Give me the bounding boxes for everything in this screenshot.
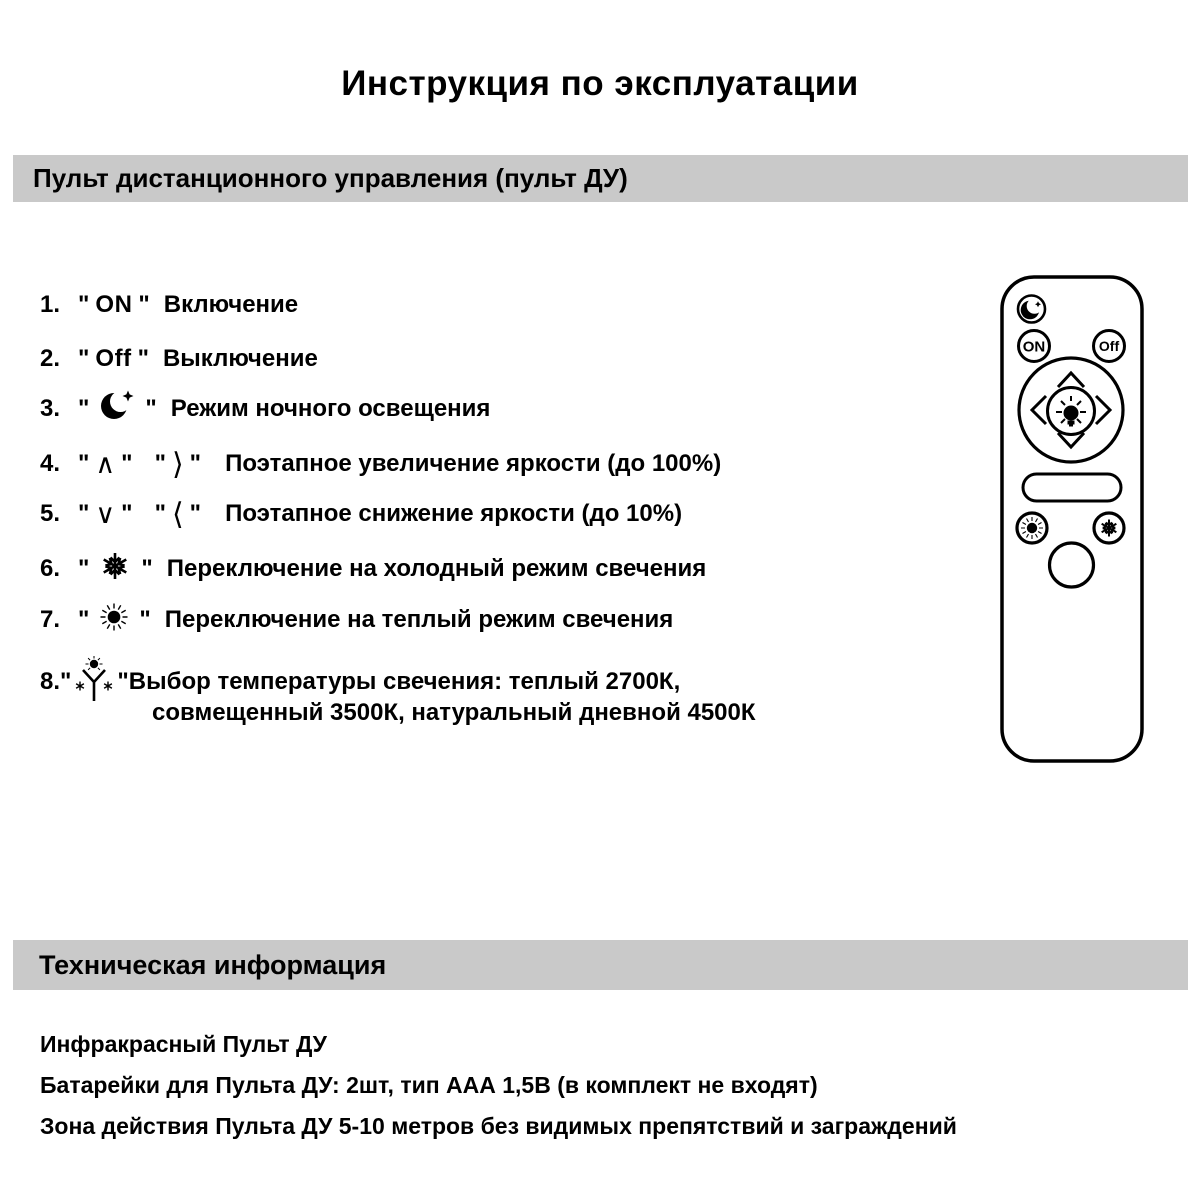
- page-title: Инструкция по эксплуатации: [341, 64, 859, 103]
- moon-icon: [97, 386, 137, 433]
- quote-mark: ": [78, 345, 90, 372]
- instruction-item-warm-mode: [40, 603, 673, 637]
- quote-mark: ": [117, 668, 129, 695]
- item-text: Переключение на холодный режим свечения: [166, 555, 707, 582]
- temperature-select-icon: [73, 655, 115, 710]
- tech-section-header: Техническая информация: [39, 949, 387, 980]
- item-text: Переключение на теплый режим свечения: [164, 606, 674, 633]
- item-text: Поэтапное снижение яркости (до 10%): [225, 500, 683, 527]
- remote-control-illustration: [1000, 275, 1144, 765]
- snowflake-icon: [97, 548, 133, 591]
- item-text: Режим ночного освещения: [170, 395, 491, 422]
- item-number: 1.: [40, 291, 61, 318]
- quote-mark: ": [189, 500, 202, 527]
- quote-mark: ": [139, 606, 151, 633]
- quote-mark: ": [78, 555, 90, 582]
- tech-line-batteries: Батарейки для Пульта ДУ: 2шт, тип ААА 1,5В (в комплект не входят): [40, 1072, 818, 1098]
- item-text-line2: совмещенный 3500К, натуральный дневной 4500К: [152, 699, 756, 726]
- off-label: Off: [95, 345, 132, 372]
- instruction-item-night-mode: [40, 392, 490, 426]
- tech-section-header-bar: [13, 940, 1188, 990]
- item-number: 3.: [40, 395, 61, 422]
- instruction-item-brightness-down: [40, 497, 682, 531]
- tech-info: [40, 1024, 957, 1147]
- quote-mark: ": [154, 450, 166, 477]
- angle-left-icon: ⟨: [171, 498, 184, 531]
- instruction-item-on: [40, 288, 298, 322]
- remote-section-header: Пульт дистанционного управления (пульт ДУ): [33, 163, 628, 193]
- item-number: 7.: [40, 606, 61, 633]
- quote-mark: ": [121, 500, 133, 527]
- on-button-label: ON: [1022, 338, 1046, 356]
- quote-mark: ": [121, 450, 133, 477]
- item-number: 2.: [40, 345, 61, 372]
- instruction-item-brightness-up: [40, 447, 721, 481]
- item-number: 6.: [40, 555, 61, 582]
- quote-mark: ": [78, 291, 90, 318]
- item-number: 5.: [40, 500, 61, 527]
- item-text: Включение: [163, 291, 299, 318]
- instruction-item-off: [40, 342, 318, 376]
- tech-line-remote-type: Инфракрасный Пульт ДУ: [40, 1031, 327, 1057]
- sun-icon: [97, 600, 131, 641]
- quote-mark: ": [138, 291, 150, 318]
- instruction-item-cold-mode: [40, 552, 706, 586]
- quote-mark: ": [78, 606, 90, 633]
- angle-right-icon: ⟩: [171, 448, 184, 481]
- quote-mark: ": [154, 500, 166, 527]
- sun-icon: [1027, 523, 1037, 533]
- instruction-item-temperature-select: [40, 665, 756, 727]
- off-button-label: Off: [1098, 338, 1120, 354]
- quote-mark: ": [78, 500, 90, 527]
- chevron-down-icon: ∨: [95, 498, 116, 529]
- quote-mark: ": [137, 345, 149, 372]
- item-number: 4.: [40, 450, 61, 477]
- quote-mark: ": [189, 450, 202, 477]
- warm-mode-button: [1017, 513, 1047, 543]
- quote-mark: ": [60, 668, 72, 695]
- night-mode-button: [1018, 296, 1045, 323]
- on-label: ON: [95, 291, 133, 318]
- quote-mark: ": [78, 395, 90, 422]
- tech-line-range: Зона действия Пульта ДУ 5-10 метров без видимых препятствий и заграждений: [40, 1113, 957, 1139]
- chevron-up-icon: ∧: [95, 448, 116, 479]
- remote-section-header-bar: [13, 155, 1188, 202]
- item-number: 8.: [40, 668, 61, 695]
- quote-mark: ": [78, 450, 90, 477]
- item-text: Поэтапное увеличение яркости (до 100%): [225, 450, 722, 477]
- item-text-line1: Выбор температуры свечения: теплый 2700К,: [128, 668, 681, 695]
- item-text: Выключение: [162, 345, 318, 372]
- quote-mark: ": [141, 555, 153, 582]
- quote-mark: ": [145, 395, 157, 422]
